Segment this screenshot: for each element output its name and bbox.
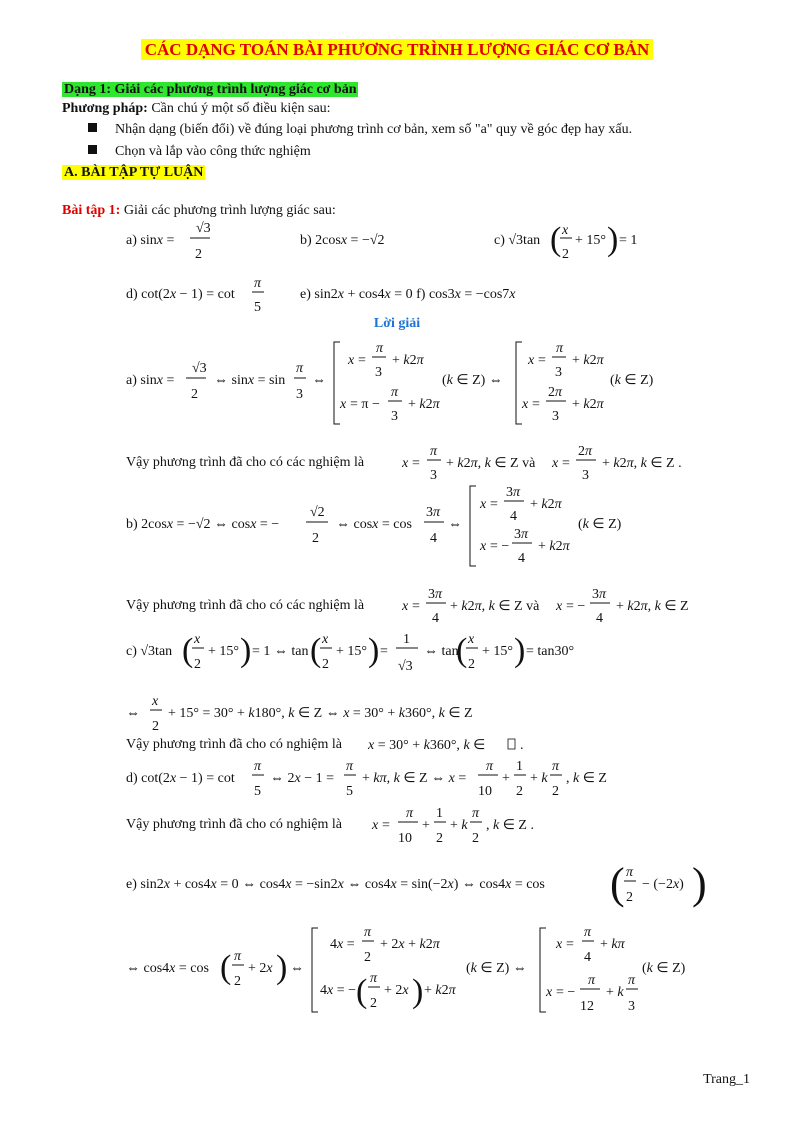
svg-text:4x =: 4x = bbox=[330, 937, 355, 952]
svg-text:x: x bbox=[562, 223, 569, 238]
svg-text:2: 2 bbox=[626, 890, 633, 905]
svg-text:3: 3 bbox=[430, 468, 437, 483]
conclusion-c-math bbox=[367, 738, 524, 753]
svg-text:x: x bbox=[402, 599, 409, 614]
svg-text:π: π bbox=[346, 759, 354, 774]
exercise-label: Bài tập 1: bbox=[62, 203, 121, 218]
svg-text:+ k: + k bbox=[450, 818, 468, 833]
svg-text:2: 2 bbox=[552, 784, 559, 799]
svg-text:√3: √3 bbox=[196, 221, 211, 236]
svg-text:2: 2 bbox=[562, 247, 569, 262]
svg-text:x: x bbox=[556, 937, 563, 952]
svg-text:(: ( bbox=[310, 632, 322, 669]
svg-text:x: x bbox=[552, 456, 559, 471]
svg-text:e) sin2x + cos4x = 0 f) co: e) sin2x + cos4x = 0 f) cos3x = −cos7x bbox=[300, 287, 516, 302]
svg-text:3: 3 bbox=[391, 409, 398, 424]
bullet-text: Nhận dạng (biến đổi) về đúng loại phương trình cơ bản, xem số "a" quy về góc đẹp hay xấu. bbox=[115, 122, 633, 137]
svg-text:√2: √2 bbox=[310, 505, 325, 520]
exercise-text: Giải các phương trình lượng giác sau: bbox=[120, 203, 336, 218]
solution-e-line2 bbox=[126, 925, 686, 1014]
svg-text:): ) bbox=[692, 859, 707, 908]
svg-text:2: 2 bbox=[436, 831, 443, 846]
svg-text:+ k2π, k ∈ Z và: + k2π, k ∈ Z và bbox=[446, 456, 536, 471]
svg-text:(k ∈ Z): (k ∈ Z) bbox=[578, 517, 622, 532]
svg-text:= 1: = 1 bbox=[619, 233, 638, 248]
svg-text:x: x bbox=[556, 599, 563, 614]
svg-text:+ k2π, k ∈ Z: + k2π, k ∈ Z bbox=[616, 599, 689, 614]
svg-text:π: π bbox=[472, 806, 480, 821]
svg-text:⇔: ⇔ bbox=[126, 706, 140, 721]
svg-text:+ 2x: + 2x bbox=[384, 983, 409, 998]
svg-text:+ k: + k bbox=[606, 985, 624, 1000]
svg-text:+ 2x + k2π: + 2x + k2π bbox=[380, 937, 440, 952]
svg-text:5: 5 bbox=[254, 300, 261, 315]
svg-text:x: x bbox=[402, 456, 409, 471]
svg-text:⇔ 2x − 1 =: ⇔ 2x − 1 = bbox=[270, 771, 335, 786]
svg-text:(: ( bbox=[610, 859, 625, 908]
svg-text:+ k2π: + k2π bbox=[424, 983, 456, 998]
svg-text:+ 15° = 30° + k180°, k ∈ Z ⇔: + 15° = 30° + k180°, k ∈ Z ⇔ x = 30° + k360°, k ∈ Z bbox=[168, 706, 473, 721]
svg-text:√3: √3 bbox=[398, 659, 413, 674]
svg-text:(k ∈ Z): (k ∈ Z) bbox=[642, 961, 686, 976]
svg-text:=: = bbox=[566, 937, 574, 952]
svg-text:(k ∈ Z): (k ∈ Z) bbox=[610, 373, 654, 388]
svg-text:⇔ sinx = sin: ⇔ sinx = sin bbox=[214, 373, 286, 388]
svg-text:= −: = − bbox=[490, 539, 510, 554]
svg-text:x: x bbox=[194, 632, 201, 647]
svg-text:=: = bbox=[562, 456, 570, 471]
solution-e bbox=[126, 859, 707, 908]
svg-text:x: x bbox=[522, 397, 529, 412]
svg-text:4: 4 bbox=[510, 509, 517, 524]
svg-text:3: 3 bbox=[628, 999, 635, 1014]
svg-text:e) sin2x + cos4x = 0 ⇔ cos4x: e) sin2x + cos4x = 0 ⇔ cos4x = −sin2x ⇔ cos4x = sin(−2x) ⇔ cos4x = cos bbox=[126, 877, 545, 892]
svg-text:π: π bbox=[391, 385, 399, 400]
svg-text:4: 4 bbox=[596, 611, 603, 626]
svg-text:3π: 3π bbox=[506, 485, 521, 500]
svg-text:+ 2x: + 2x bbox=[248, 961, 273, 976]
exercise-d bbox=[126, 276, 264, 315]
svg-text:12: 12 bbox=[580, 999, 594, 1014]
svg-text:3: 3 bbox=[552, 409, 559, 424]
svg-text:=: = bbox=[358, 353, 366, 368]
svg-text:(k ∈ Z) ⇔: (k ∈ Z) ⇔ bbox=[466, 961, 527, 976]
exercise-b bbox=[300, 233, 385, 248]
svg-text:=: = bbox=[412, 456, 420, 471]
phuong-phap-text: Cần chú ý một số điều kiện sau: bbox=[147, 101, 331, 116]
svg-text:3π: 3π bbox=[592, 587, 607, 602]
svg-text:3π: 3π bbox=[428, 587, 443, 602]
conclusion-a-math bbox=[401, 444, 682, 483]
svg-text:+: + bbox=[502, 771, 510, 786]
svg-text:+ k2π, k ∈ Z và: + k2π, k ∈ Z và bbox=[450, 599, 540, 614]
svg-text:⇔: ⇔ bbox=[290, 961, 304, 976]
svg-text:π: π bbox=[556, 341, 564, 356]
svg-text:(: ( bbox=[456, 632, 468, 669]
svg-text:d) cot(2x − 1) = cot: d) cot(2x − 1) = cot bbox=[126, 771, 235, 786]
solution-b bbox=[126, 485, 622, 566]
phuong-phap-label: Phương pháp: bbox=[62, 101, 148, 116]
exercise-c bbox=[494, 221, 637, 262]
svg-text:2: 2 bbox=[312, 531, 319, 546]
svg-text:2: 2 bbox=[191, 387, 198, 402]
svg-text:=: = bbox=[532, 397, 540, 412]
svg-text:π: π bbox=[254, 276, 262, 291]
svg-text:⇔ cosx = cos: ⇔ cosx = cos bbox=[336, 517, 412, 532]
svg-text:x: x bbox=[528, 353, 535, 368]
svg-text:x: x bbox=[322, 632, 329, 647]
svg-text:3π: 3π bbox=[426, 505, 441, 520]
conclusion-c: Vậy phương trình đã cho có nghiệm là bbox=[126, 737, 342, 752]
svg-text:4x = −: 4x = − bbox=[320, 983, 357, 998]
svg-text:= tan30°: = tan30° bbox=[526, 644, 575, 659]
svg-text:): ) bbox=[412, 973, 424, 1010]
solution-heading: Lời giải bbox=[373, 316, 421, 331]
conclusion-b-math bbox=[401, 587, 689, 626]
svg-text:+ k2π: + k2π bbox=[538, 539, 570, 554]
svg-text:2: 2 bbox=[472, 831, 479, 846]
svg-text:3: 3 bbox=[555, 365, 562, 380]
svg-text:π: π bbox=[376, 341, 384, 356]
svg-text:2: 2 bbox=[468, 657, 475, 672]
conclusion-a: Vậy phương trình đã cho có các nghiệm là bbox=[126, 455, 365, 470]
svg-text:4: 4 bbox=[430, 531, 437, 546]
bullet-text: Chọn và lắp vào công thức nghiệm bbox=[115, 144, 311, 159]
svg-text:x: x bbox=[480, 497, 487, 512]
page-number: Trang_1 bbox=[703, 1072, 750, 1087]
svg-text:+ 15°: + 15° bbox=[482, 644, 513, 659]
svg-text:⇔: ⇔ bbox=[312, 373, 326, 388]
svg-text:d) cot(2x − 1) = cot: d) cot(2x − 1) = cot bbox=[126, 287, 235, 302]
svg-text:3π: 3π bbox=[514, 527, 529, 542]
svg-text:): ) bbox=[240, 632, 252, 669]
conclusion-b: Vậy phương trình đã cho có các nghiệm là bbox=[126, 598, 365, 613]
svg-text:x: x bbox=[372, 818, 379, 833]
svg-text:b) 2cosx = −√2: b) 2cosx = −√2 bbox=[300, 233, 385, 248]
svg-text:2: 2 bbox=[370, 996, 377, 1011]
svg-text:=: = bbox=[538, 353, 546, 368]
svg-text:2: 2 bbox=[322, 657, 329, 672]
solution-c bbox=[126, 632, 574, 674]
svg-text:2: 2 bbox=[364, 950, 371, 965]
svg-text:=: = bbox=[412, 599, 420, 614]
svg-text:5: 5 bbox=[346, 784, 353, 799]
svg-text:1: 1 bbox=[516, 759, 523, 774]
svg-text:x = 30° + k360°, k ∈: x = 30° + k360°, k ∈ bbox=[368, 738, 486, 753]
svg-text:⇔ tan: ⇔ tan bbox=[424, 644, 459, 659]
svg-text:c) √3tan: c) √3tan bbox=[126, 644, 173, 659]
svg-text:+ 15°: + 15° bbox=[208, 644, 239, 659]
svg-text:(: ( bbox=[550, 221, 562, 258]
exercise-a bbox=[126, 221, 211, 262]
svg-text:π: π bbox=[430, 444, 438, 459]
svg-text:=: = bbox=[490, 497, 498, 512]
svg-text:+ k2π: + k2π bbox=[572, 397, 604, 412]
svg-text:= −: = − bbox=[556, 985, 576, 1000]
svg-text:+ kπ, k ∈ Z ⇔ x =: + kπ, k ∈ Z ⇔ x = bbox=[362, 771, 467, 786]
svg-text:√3: √3 bbox=[192, 361, 207, 376]
svg-text:− (−2x): − (−2x) bbox=[642, 877, 684, 892]
svg-text:): ) bbox=[276, 949, 288, 986]
solution-c-line2 bbox=[126, 694, 473, 734]
svg-text:2: 2 bbox=[516, 784, 523, 799]
svg-text:2π: 2π bbox=[548, 385, 563, 400]
svg-text:(: ( bbox=[356, 973, 368, 1010]
svg-text:2: 2 bbox=[195, 247, 202, 262]
svg-text:+ k2π, k ∈ Z .: + k2π, k ∈ Z . bbox=[602, 456, 682, 471]
svg-text:c) √3tan: c) √3tan bbox=[494, 233, 541, 248]
svg-text:, k ∈ Z: , k ∈ Z bbox=[566, 771, 607, 786]
svg-text:+ k: + k bbox=[530, 771, 548, 786]
svg-text:x: x bbox=[546, 985, 553, 1000]
svg-text:π: π bbox=[552, 759, 560, 774]
svg-text:4: 4 bbox=[518, 551, 525, 566]
svg-text:10: 10 bbox=[398, 831, 412, 846]
svg-text:): ) bbox=[514, 632, 526, 669]
svg-text:+ k2π: + k2π bbox=[408, 397, 440, 412]
svg-text:a) sinx =: a) sinx = bbox=[126, 233, 175, 248]
svg-text:π: π bbox=[254, 759, 262, 774]
svg-text:x: x bbox=[468, 632, 475, 647]
svg-text:(k ∈ Z) ⇔: (k ∈ Z) ⇔ bbox=[442, 373, 503, 388]
svg-text:3: 3 bbox=[582, 468, 589, 483]
svg-text:2π: 2π bbox=[578, 444, 593, 459]
dang-heading: Dạng 1: Giải các phương trình lượng giác cơ bản bbox=[64, 82, 357, 97]
svg-text:+ kπ: + kπ bbox=[600, 937, 625, 952]
svg-text:+ k2π: + k2π bbox=[572, 353, 604, 368]
svg-text:π: π bbox=[588, 973, 596, 988]
svg-text:4: 4 bbox=[584, 950, 591, 965]
svg-text:⇔ cos4x = cos: ⇔ cos4x = cos bbox=[126, 961, 209, 976]
svg-text:+ 15°: + 15° bbox=[575, 233, 606, 248]
svg-text:π: π bbox=[406, 806, 414, 821]
svg-text:⇔: ⇔ bbox=[448, 517, 462, 532]
svg-text:2: 2 bbox=[194, 657, 201, 672]
svg-text:x: x bbox=[152, 694, 159, 709]
svg-text:+ k2π: + k2π bbox=[392, 353, 424, 368]
svg-text:x: x bbox=[340, 397, 347, 412]
svg-text:b) 2cosx = −√2 ⇔ cosx = −: b) 2cosx = −√2 ⇔ cosx = − bbox=[126, 517, 280, 532]
svg-text:10: 10 bbox=[478, 784, 492, 799]
svg-text:=: = bbox=[380, 644, 388, 659]
svg-text:π: π bbox=[296, 361, 304, 376]
svg-text:+: + bbox=[422, 818, 430, 833]
conclusion-d: Vậy phương trình đã cho có nghiệm là bbox=[126, 817, 342, 832]
svg-text:(: ( bbox=[182, 632, 194, 669]
svg-text:π: π bbox=[364, 925, 372, 940]
svg-text:1: 1 bbox=[436, 806, 443, 821]
svg-text:= 1 ⇔ tan: = 1 ⇔ tan bbox=[252, 644, 309, 659]
svg-text:π: π bbox=[584, 925, 592, 940]
solution-a bbox=[126, 341, 654, 424]
svg-text:π: π bbox=[486, 759, 494, 774]
svg-text:2: 2 bbox=[152, 719, 159, 734]
svg-text:): ) bbox=[607, 221, 619, 258]
svg-text:(: ( bbox=[220, 949, 232, 986]
svg-text:.: . bbox=[520, 738, 524, 753]
svg-text:): ) bbox=[368, 632, 380, 669]
page-title: CÁC DẠNG TOÁN BÀI PHƯƠNG TRÌNH LƯỢNG GIÁC CƠ BẢN bbox=[0, 40, 794, 60]
conclusion-d-math bbox=[371, 806, 534, 846]
solution-d bbox=[126, 759, 607, 799]
svg-text:π: π bbox=[370, 971, 378, 986]
svg-text:+ k2π: + k2π bbox=[530, 497, 562, 512]
svg-text:4: 4 bbox=[432, 611, 439, 626]
section-heading: A. BÀI TẬP TỰ LUẬN bbox=[64, 165, 204, 180]
exercise-e bbox=[300, 287, 516, 302]
svg-text:a) sinx =: a) sinx = bbox=[126, 373, 175, 388]
svg-text:3: 3 bbox=[375, 365, 382, 380]
svg-text:=: = bbox=[382, 818, 390, 833]
svg-text:1: 1 bbox=[403, 632, 410, 647]
svg-text:= −: = − bbox=[566, 599, 586, 614]
svg-text:x: x bbox=[480, 539, 487, 554]
svg-text:= π −: = π − bbox=[350, 397, 380, 412]
svg-text:π: π bbox=[234, 949, 242, 964]
svg-text:2: 2 bbox=[234, 974, 241, 989]
svg-text:+ 15°: + 15° bbox=[336, 644, 367, 659]
svg-text:5: 5 bbox=[254, 784, 261, 799]
svg-text:π: π bbox=[626, 865, 634, 880]
svg-text:π: π bbox=[628, 973, 636, 988]
svg-text:3: 3 bbox=[296, 387, 303, 402]
svg-text:, k ∈ Z .: , k ∈ Z . bbox=[486, 818, 534, 833]
svg-text:x: x bbox=[348, 353, 355, 368]
